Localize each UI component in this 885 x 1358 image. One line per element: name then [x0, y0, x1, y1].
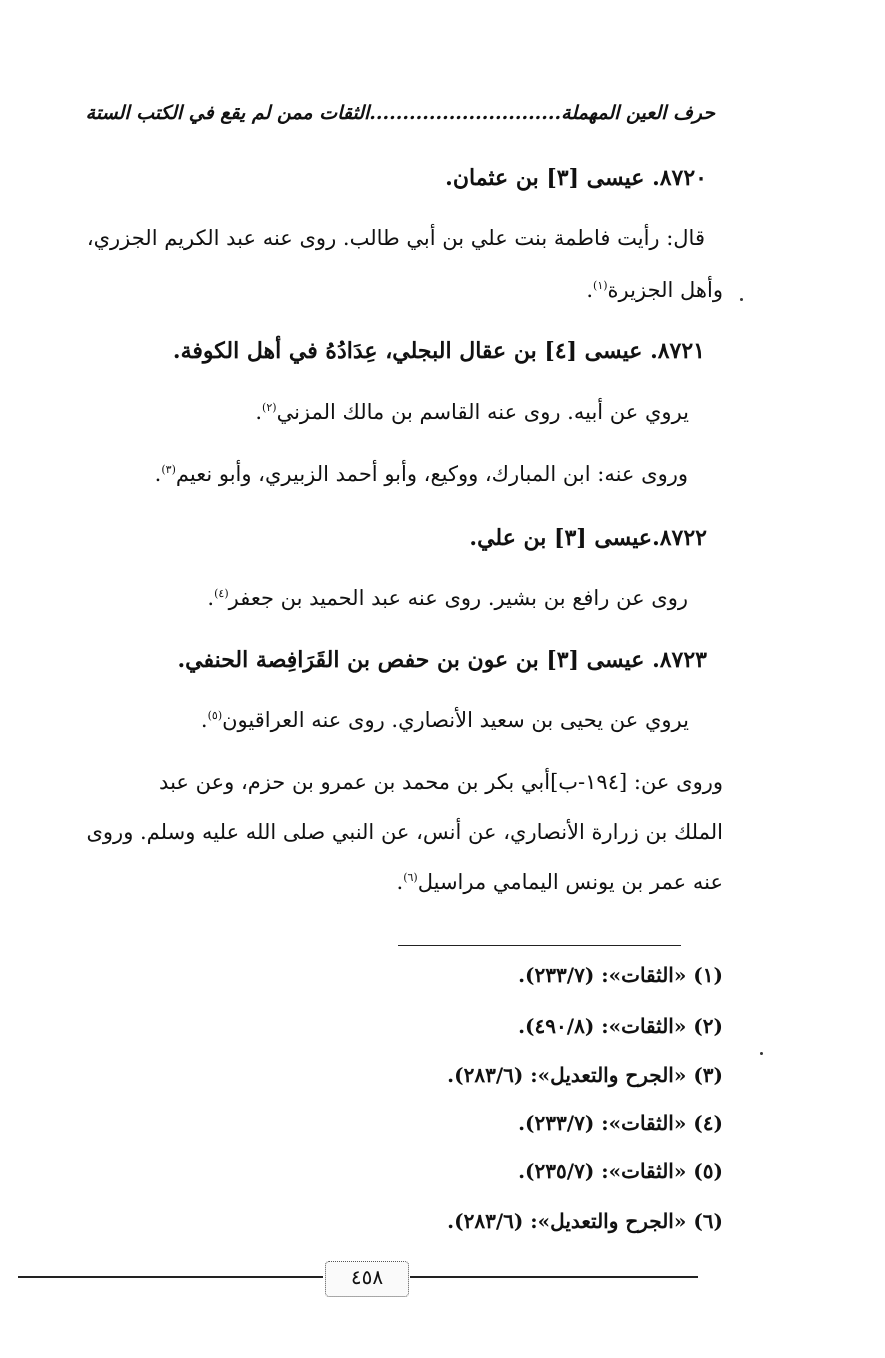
running-header: حرف العين المهملة.............................الثقات ممن لم يقع في الكتب الستة	[85, 102, 715, 124]
entry-title-8720: ٨٧٢٠. عيسى [٣] بن عثمان.	[445, 165, 707, 191]
entry-8721-line-2: وروى عنه: ابن المبارك، ووكيع، وأبو أحمد الزبيري، وأبو نعيم$^{(٣)}$.	[154, 462, 688, 486]
entry-8723-line-4: عنه عمر بن يونس اليمامي مراسيل$^{(٦)}$.	[396, 870, 723, 894]
entry-8723-line-1: يروي عن يحيى بن سعيد الأنصاري. روى عنه العراقيون$^{(٥)}$.	[200, 708, 689, 732]
page-number: ٤٥٨	[325, 1261, 409, 1297]
scan-speck	[740, 298, 743, 301]
footnote-ref-5: (٥)	[207, 709, 223, 722]
footnote-ref-1: (١)	[593, 279, 608, 292]
footnote-1: (١) «الثقات»: (٢٣٣/٧).	[518, 963, 723, 987]
footnote-ref-2: (٢)	[262, 401, 277, 414]
entry-title-8721: ٨٧٢١. عيسى [٤] بن عقال البجلي، عِدَادُهُ في أهل الكوفة.	[172, 338, 705, 364]
entry-title-8722: ٨٧٢٢.عيسى [٣] بن علي.	[469, 525, 707, 551]
entry-8720-line-2: وأهل الجزيرة$^{(١)}$.	[586, 278, 723, 302]
entry-8721-line-1: يروي عن أبيه. روى عنه القاسم بن مالك المزني$^{(٢)}$.	[255, 400, 689, 424]
bottom-rule-left	[18, 1276, 323, 1278]
footnote-ref-6: (٦)	[403, 871, 418, 884]
footnote-ref-3: (٣)	[161, 463, 176, 476]
footnote-4: (٤) «الثقات»: (٢٣٣/٧).	[518, 1111, 723, 1135]
bottom-rule-right	[410, 1276, 698, 1278]
entry-8723-line-2: وروى عن: [١٩٤-ب]أبي بكر بن محمد بن عمرو بن حزم، وعن عبد	[159, 770, 723, 794]
footnote-3: (٣) «الجرح والتعديل»: (٢٨٣/٦).	[447, 1063, 723, 1087]
footnote-ref-4: (٤)	[214, 587, 229, 600]
footnote-separator	[398, 945, 681, 946]
entry-title-8723: ٨٧٢٣. عيسى [٣] بن عون بن حفص بن القَرَافِصة الحنفي.	[177, 647, 707, 673]
entry-8720-line-1: قال: رأيت فاطمة بنت علي بن أبي طالب. روى عنه عبد الكريم الجزري،	[86, 226, 705, 250]
footnote-5: (٥) «الثقات»: (٢٣٥/٧).	[518, 1159, 723, 1183]
scan-speck	[760, 1052, 763, 1055]
entry-8723-line-3: الملك بن زرارة الأنصاري، عن أنس، عن النبي صلى الله عليه وسلم. وروى	[86, 820, 723, 844]
entry-8722-line-1: روى عن رافع بن بشير. روى عنه عبد الحميد بن جعفر$^{(٤)}$.	[207, 586, 688, 610]
footnote-6: (٦) «الجرح والتعديل»: (٢٨٣/٦).	[447, 1209, 723, 1233]
footnote-2: (٢) «الثقات»: (٤٩٠/٨).	[518, 1014, 723, 1038]
